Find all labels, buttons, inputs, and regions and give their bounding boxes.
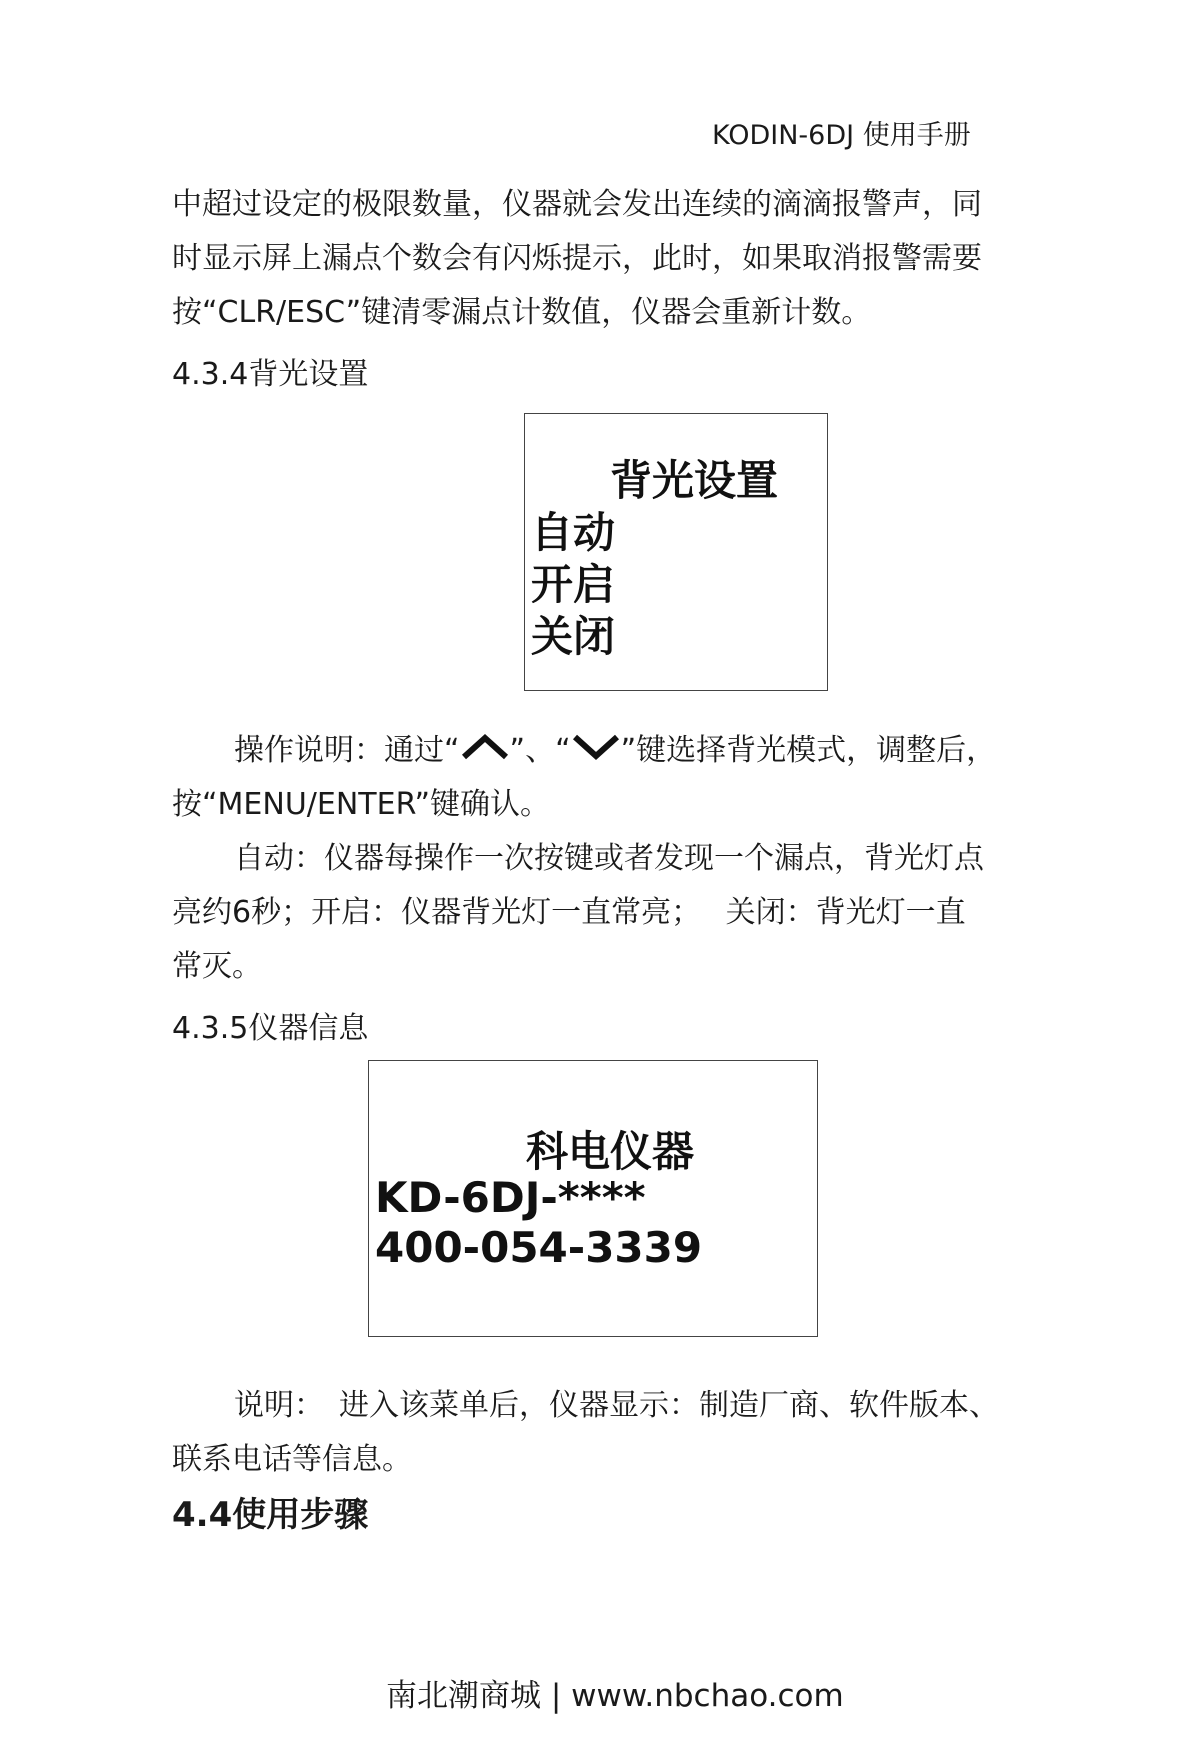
modes-line-1: 自动：仪器每操作一次按键或者发现一个漏点，背光灯点 [234,841,984,876]
chevron-up-icon [460,725,510,779]
modes-line-2: 亮约6秒；开启：仪器背光灯一直常亮； 关闭：背光灯一直 [172,895,966,930]
backlight-screen [524,413,828,691]
info-screen-model: KD-6DJ-**** [375,1173,646,1222]
section-heading-info: 4.3.5仪器信息 [172,1011,369,1046]
info-screen-title: 科电仪器 [526,1127,695,1176]
page-footer: 南北潮商城 | www.nbchao.com [386,1678,844,1714]
backlight-option-off: 关闭 [531,612,616,661]
intro-line-2: 时显示屏上漏点个数会有闪烁提示，此时，如果取消报警需要 [172,241,982,276]
operation-between: ”、“ [509,733,571,768]
info-description-line-2: 联系电话等信息。 [172,1442,412,1477]
info-screen-phone: 400-054-3339 [375,1223,703,1272]
section-heading-backlight: 4.3.4背光设置 [172,357,369,392]
intro-line-3: 按“CLR/ESC”键清零漏点计数值，仪器会重新计数。 [172,295,872,330]
operation-line-1 [234,724,996,779]
operation-line-2: 按“MENU/ENTER”键确认。 [172,787,551,822]
modes-line-3: 常灭。 [172,949,262,984]
section-heading-usage-steps: 4.4使用步骤 [172,1495,369,1535]
info-screen [368,1060,818,1337]
backlight-option-auto: 自动 [531,508,616,557]
operation-suffix: ”键选择背光模式，调整后， [620,733,997,768]
intro-line-1: 中超过设定的极限数量，仪器就会发出连续的滴滴报警声，同 [172,187,982,222]
info-description-line-1: 说明： 进入该菜单后，仪器显示：制造厂商、软件版本、 [234,1388,999,1423]
operation-prefix: 操作说明：通过“ [234,733,460,768]
backlight-screen-title: 背光设置 [610,456,779,505]
chevron-down-icon [571,725,621,779]
page-header: KODIN-6DJ 使用手册 [712,120,971,151]
backlight-option-on: 开启 [531,560,616,609]
